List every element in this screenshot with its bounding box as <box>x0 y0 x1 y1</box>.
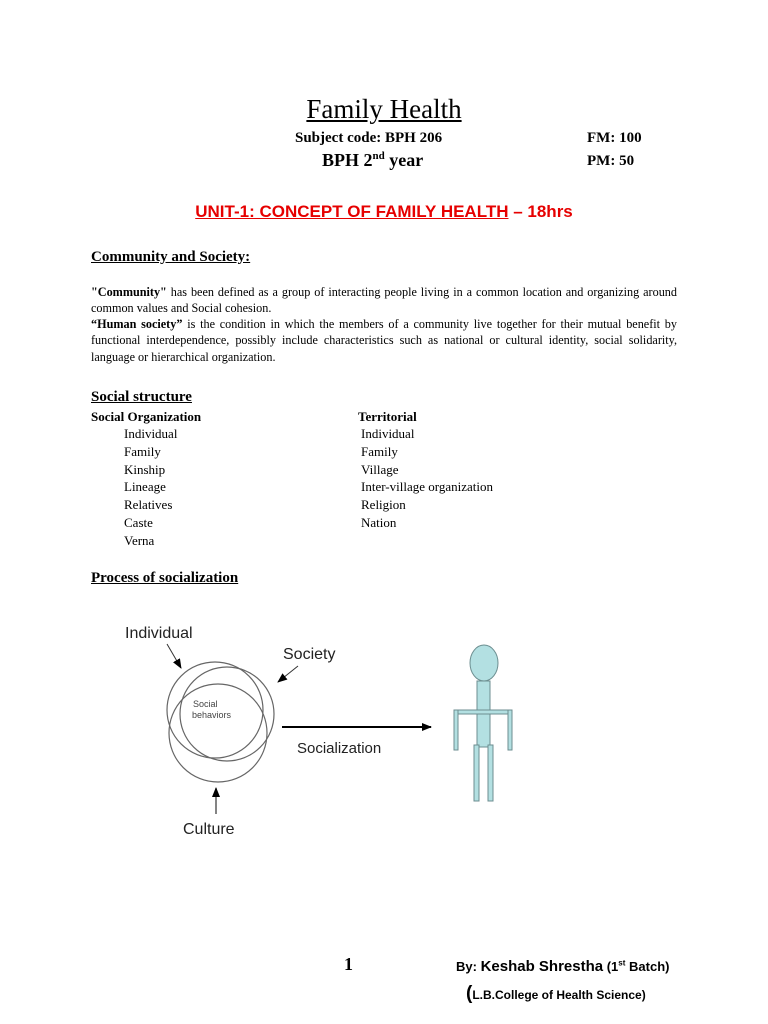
unit-heading <box>0 202 768 222</box>
society-label: Society <box>283 646 336 663</box>
human-society-term: “Human society” <box>91 317 183 331</box>
list-item: Individual <box>124 426 178 441</box>
institution-line <box>466 983 646 1005</box>
batch-close: Batch) <box>625 959 670 974</box>
section-heading-social-structure: Social structure <box>91 389 192 405</box>
program-year-sup: nd <box>372 150 385 162</box>
human-society-paragraph <box>91 316 677 365</box>
section-heading-community: Community and Society: <box>91 249 251 265</box>
list-item: Inter-village organization <box>361 479 493 495</box>
author-name: Keshab Shrestha <box>480 958 604 975</box>
by-label: By: <box>456 959 481 974</box>
community-term: "Community" <box>91 285 167 299</box>
list-item: Caste <box>124 514 153 530</box>
full-marks: FM: 100 <box>587 130 642 146</box>
unit-heading-hours: – 18hrs <box>508 202 573 221</box>
community-paragraph <box>91 284 677 317</box>
community-definition: has been defined as a group of interacting people living in a common location and organizing around common values and Social cohesion. <box>91 285 677 316</box>
section-heading-socialization: Process of socialization <box>91 570 239 586</box>
program-year-prefix: BPH 2 <box>322 150 373 170</box>
list-item: Religion <box>361 497 406 513</box>
list-item: Verna <box>124 532 155 548</box>
list-item: Lineage <box>124 479 166 495</box>
page-title: Family Health <box>306 94 462 124</box>
human-society-definition: is the condition in which the members of a community live together for their mutual benefit by functional interdependence, possibly include characteristics such as national or cultural identity, social solidarity, language or hierarchical organization. <box>91 317 677 364</box>
list-item: Kinship <box>124 461 166 477</box>
list-item: Family <box>124 443 161 459</box>
territorial-heading: Territorial <box>358 409 417 424</box>
person-figure <box>454 645 512 801</box>
social-organization-heading: Social Organization <box>91 409 202 424</box>
pass-marks: PM: 50 <box>587 153 635 169</box>
program-year-suffix: year <box>384 150 424 170</box>
culture-label: Culture <box>183 821 235 838</box>
socialization-label: Socialization <box>297 740 382 757</box>
list-item: Family <box>361 443 398 459</box>
list-item: Nation <box>361 514 397 530</box>
social-label: Social <box>193 699 218 709</box>
socialization-diagram <box>0 600 768 860</box>
society-arrow <box>278 666 298 682</box>
behaviors-label: behaviors <box>192 710 232 720</box>
individual-arrow <box>167 644 181 668</box>
social-organization-list <box>124 425 177 550</box>
batch-sup: st <box>618 958 626 968</box>
program-year <box>322 150 423 171</box>
individual-label: Individual <box>125 625 193 642</box>
institution-name: L.B.College of Health Science) <box>472 988 646 1002</box>
batch-open: (1 <box>603 959 619 974</box>
territorial-list <box>361 425 493 532</box>
list-item: Individual <box>361 426 415 441</box>
subject-code: Subject code: BPH 206 <box>295 130 443 146</box>
unit-heading-title: UNIT-1: CONCEPT OF FAMILY HEALTH <box>195 202 509 221</box>
page-number: 1 <box>344 954 353 974</box>
institution-paren: ( <box>466 983 473 1004</box>
list-item: Village <box>361 461 399 477</box>
list-item: Relatives <box>124 497 173 513</box>
author-line <box>456 958 669 975</box>
